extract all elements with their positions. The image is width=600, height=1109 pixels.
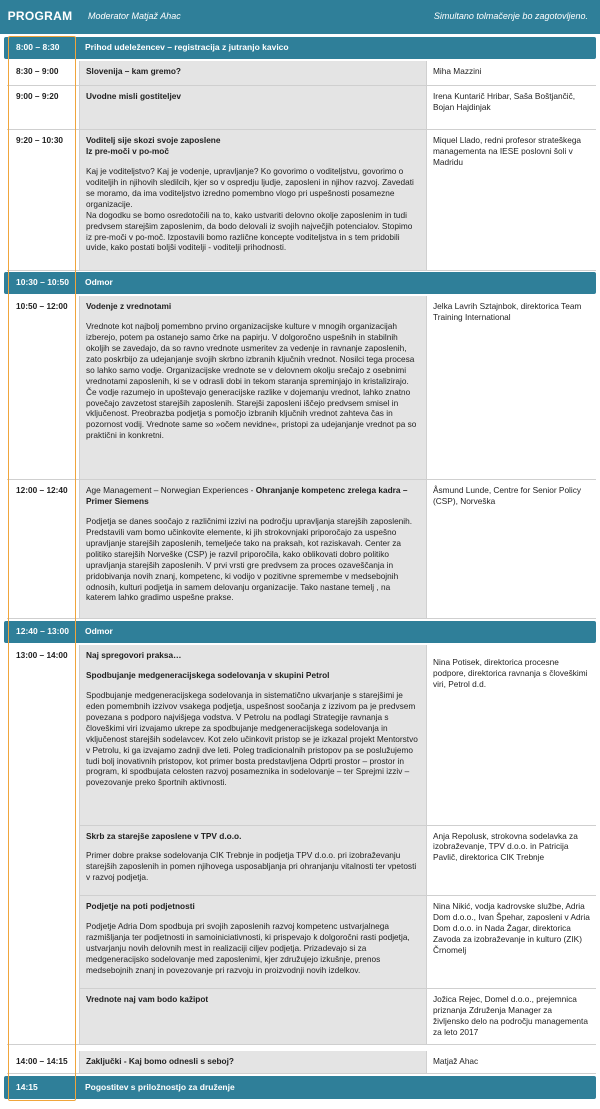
subsession-description: Spodbujanje medgeneracijskega sodelovanja in sistematično ukvarjanje s starejšimi je eden pomembnih izzivov vsakega podjetja, uspešnost soočanja z izzivom pa je predvsem povezana s podporo najvišjega vodstva. V Petrolu na podlagi Strategije ravnanja s človeškimi viri izvajamo ukrepe za spodbujanje medgeneracijskega sodelovanja in vključenost starejših sodelavcev. Kot zelo učinkovit pristop se je izkazal projekt Mentorstvo v Petrolu, ki ga izvajamo zadnji dve leti. Poleg tradicionalnih pristopov pa se poslužujemo tudi bolj inovativnih pristopov, kot primer bosta predstavljena Odprti prostor – prostor in program, ki spodbujata celosten razvoj posameznika in sodelovanje – ter Sprejmi izziv – povezovanje preko športnih aktivnosti. xyxy=(86,689,418,788)
registration-time: 8:00 – 8:30 xyxy=(16,42,60,53)
session-title: Uvodne misli gostiteljev xyxy=(86,91,181,101)
session-title: Zaključki - Kaj bomo odnesli s seboj? xyxy=(86,1056,234,1066)
registration-label: Prihod udeležencev – registracija z jutranjo kavico xyxy=(85,42,289,53)
subsession-speaker: Jožica Rejec, Domel d.o.o., prejemnica priznanja Združenja Manager za življensko delo na področju managementa za leto 2017 xyxy=(433,994,588,1037)
break-bar-2 xyxy=(4,621,596,643)
break-bar-1 xyxy=(4,272,596,294)
closing-label: Pogostitev s priložnostjo za druženje xyxy=(85,1081,235,1092)
practice-intro: Naj spregovori praksa… xyxy=(86,650,182,660)
session-row-4 xyxy=(7,296,596,480)
interpretation-note: Simultano tolmačenje bo zagotovljeno. xyxy=(433,11,588,22)
session-time: 14:00 – 14:15 xyxy=(16,1056,68,1066)
session-row-7 xyxy=(7,1051,596,1074)
break-time: 12:40 – 13:00 xyxy=(16,626,69,637)
subsession-description: Primer dobre prakse sodelovanja CIK Trebnje in podjetja TPV d.o.o. pri izobraževanju starejših zaposlenih in pomen njihovega usposabljanja pri ohranjanju vitalnosti ter vpetosti v razvoj podjetja. xyxy=(86,850,417,883)
registration-bar xyxy=(4,37,596,59)
closing-bar xyxy=(4,1076,596,1099)
session-row-1 xyxy=(7,61,596,86)
session-title-bold: Ohranjanje kompetenc zrelega kadra – Primer Siemens xyxy=(86,485,408,506)
session-title xyxy=(86,485,420,507)
session-time: 13:00 – 14:00 xyxy=(16,650,68,660)
session-time: 12:00 – 12:40 xyxy=(16,485,68,495)
subsession-speaker: Nina Nikić, vodja kadrovske službe, Adria Dom d.o.o., Ivan Špehar, zaposleni v Adria Dom d.o.o. in Nada Žagar, direktorica Zavoda za izobraževanje in kulturo (ZIK) Črnomelj xyxy=(433,901,590,956)
subsession-title: Spodbujanje medgeneracijskega sodelovanja v skupini Petrol xyxy=(86,669,330,680)
session-subtitle: Iz pre-moči v po-moč xyxy=(86,145,169,156)
subsession-title: Skrb za starejše zaposlene v TPV d.o.o. xyxy=(86,830,242,841)
program-header xyxy=(0,0,600,34)
session-title: Vodenje z vrednotami xyxy=(86,301,172,311)
session-row-3 xyxy=(7,130,596,271)
break-label: Odmor xyxy=(85,626,113,637)
session-description: Kaj je voditeljstvo? Kaj je vodenje, upravljanje? Ko govorimo o voditeljstvu, govorimo o voditeljih in njihovih sledilcih, kjer so v ospredju ljudje, zaposleni in njihov razvoj. Zavedati se moramo, da ima voditeljstvo izredno pomembno vlogo pri uspešnosti posamezne organizacije. xyxy=(86,165,414,209)
session-time: 10:50 – 12:00 xyxy=(16,301,68,311)
subsession-title: Vrednote naj vam bodo kažipot xyxy=(86,994,209,1005)
session-time: 9:20 – 10:30 xyxy=(16,135,64,145)
session-time: 8:30 – 9:00 xyxy=(16,66,59,76)
moderator-label: Moderator Matjaž Ahac xyxy=(88,11,181,22)
session-title-prefix: Age Management – Norwegian Experiences - xyxy=(86,485,256,495)
session-speaker: Matjaž Ahac xyxy=(433,1056,479,1066)
subsession-speaker: Nina Potisek, direktorica procesne podpore, direktorica ravnanja s človeškimi viri, Petrol d.d. xyxy=(433,657,588,689)
break-time: 10:30 – 10:50 xyxy=(16,277,69,288)
session-row-5 xyxy=(7,480,596,619)
break-label: Odmor xyxy=(85,277,113,288)
session-description: Podjetja se danes soočajo z različnimi izzivi na področju upravljanja starejših zaposlenih. Predstavili vam bomo učinkovite elemente, ki jih strokovnjaki priporočajo za uspešno upravljanje starejših zaposlenih, temeljeće tako na praksah, kot raziskavah. Center za politiko starejših Norveške (CSP) je razvil priporočila, kako oblikovati dobro politiko upravljanja starejših zaposlenih. V prvi vrsti gre predvsem za proces ozaveščanja in pridobivanja novih znanj, kompetenc, ki vodijo v pozitivne spremembe v medsebojnih odnosih, kulturi podjetja in samem delovanju organizacije. Tako nastane temelj , na katerem lahko gradimo uspešne prakse. xyxy=(86,515,413,603)
session-title: Voditelj sije skozi svoje zaposlene xyxy=(86,135,221,145)
session-speaker: Jelka Lavrih Sztajnbok, direktorica Team Training International xyxy=(433,301,582,322)
closing-time: 14:15 xyxy=(16,1081,38,1092)
session-speaker: Åsmund Lunde, Centre for Senior Policy (CSP), Norveška xyxy=(433,485,582,506)
session-title: Slovenija – kam gremo? xyxy=(86,66,181,76)
session-description: Vrednote kot najbolj pomembno prvino organizacijske kulture v mnogih organizacijah izberejo, potem pa ostanejo samo črke na papirju. V dolgoročno uspešnih in stabilnih okoljih se zavedajo, da so ravno vrednote usmeritev za vedenje in ravnanje zaposlenih, zato poskrbijo za udejanjanje svojih skrbno izbranih ključnih vrednot. Nosilci tega procesa so lahko samo vodje. Organizacijske vrednote se v delovnem okolju srečajo z osebnimi vrednotami zaposlenih, ki se v odrasli dobi in tekom staranja spreminjajo in kristalizirajo. Če vodje razumejo in upoštevajo generacijske razlike v dojemanju vrednot, lahko znatno povečajo zavzetost starejših zaposlenih. Starejši zaposleni iščejo predvsem smisel in vključenost. Preobrazba podjetja s pomočjo izbranih ključnih vrednot zahteva čas in pozornost vodij. Vrednote same so »očem nevidne«, pristopi za udejanjanje vrednot pa so praktični in konkretni. xyxy=(86,320,417,441)
session-row-2 xyxy=(7,86,596,130)
subsession-title: Podjetje na poti podjetnosti xyxy=(86,901,195,912)
session-time: 9:00 – 9:20 xyxy=(16,91,59,101)
session-row-6 xyxy=(7,645,596,1045)
session-speaker: Miquel Llado, redni profesor strateškega managementa na IESE poslovni šoli v Madridu xyxy=(433,135,582,167)
subsession-speaker: Anja Repolusk, strokovna sodelavka za izobraževanje, TPV d.o.o. in Patricija Pavlič, direktorica CIK Trebnje xyxy=(433,830,578,863)
subsession-description: Podjetje Adria Dom spodbuja pri svojih zaposlenih razvoj kompetenc ustvarjalnega razmišljanja ter podjetnosti in samoiniciativnosti, ki prispevajo k dolgoročni rasti podjetja, ustvarjanju novih delovnih mest in realizaciji ciljev podjetja. Prizadevajo si za medgeneracijsko sodelovanje med zaposlenimi, kjer združujejo izkušnje, prenos medsebojnih znanj in povezovanje pri razvoju in proizvodnji novih izdelkov. xyxy=(86,921,410,976)
program-title: PROGRAM xyxy=(7,9,73,24)
session-speaker: Irena Kuntarič Hribar, Saša Boštjančič, Bojan Hajdinjak xyxy=(433,91,576,112)
session-speaker: Miha Mazzini xyxy=(433,66,482,76)
session-description-cont: Na dogodku se bomo osredotočili na to, kako ustvariti delovno okolje zaposlenim in tudi predvsem starejšim zaposlenim, da bodo delovali iz svojih največjih potencialov. Stopimo iz pre-moči v po-moč. Izpostavili bomo različne koncepte voditeljstva in s tem pridobili uvide, kako postati boljši voditelji - voditelji prihodnosti. xyxy=(86,209,413,253)
